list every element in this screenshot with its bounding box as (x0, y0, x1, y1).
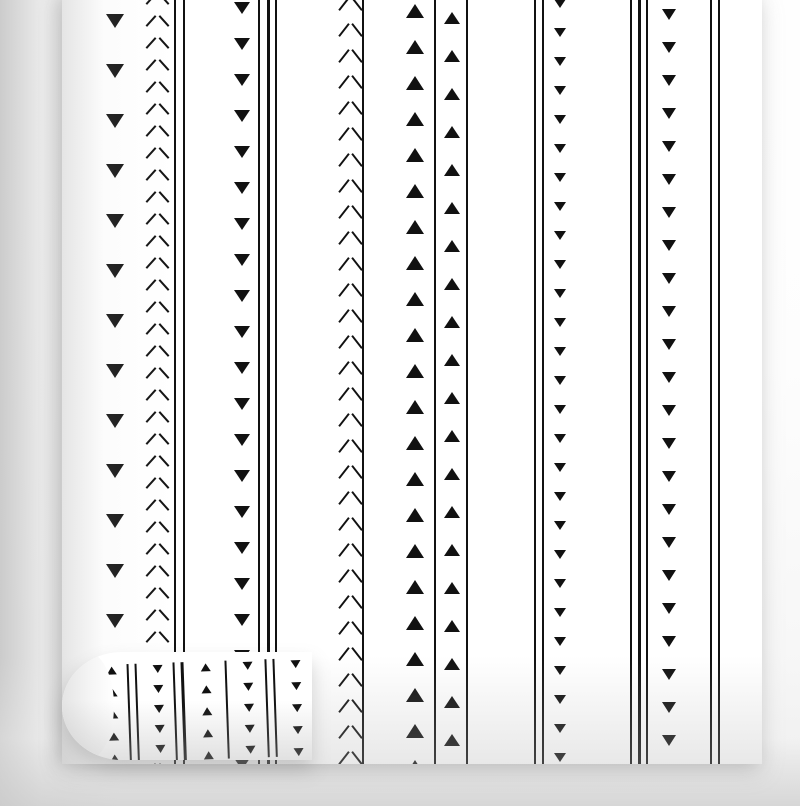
pattern-chevron (338, 204, 364, 218)
pattern-chevron (146, 168, 170, 181)
pattern-triangle (444, 582, 460, 594)
pattern-chevron (146, 36, 170, 49)
roll-triangle (153, 665, 163, 673)
pattern-triangle (106, 464, 124, 478)
pattern-triangle (444, 658, 460, 670)
pattern-triangle (234, 362, 250, 374)
pattern-triangle (406, 112, 424, 126)
roll-vertical-line (272, 659, 277, 757)
pattern-triangle (406, 436, 424, 450)
roll-triangle-column (201, 663, 214, 759)
pattern-triangle (662, 735, 676, 746)
pattern-triangle (406, 364, 424, 378)
roll-triangle (155, 725, 165, 733)
pattern-vertical-line (183, 0, 185, 764)
pattern-triangle (554, 115, 566, 124)
pattern-triangle (234, 290, 250, 302)
pattern-triangle (662, 75, 676, 86)
pattern-triangle (444, 468, 460, 480)
pattern-triangle (406, 148, 424, 162)
pattern-triangle (444, 316, 460, 328)
pattern-chevron (338, 360, 364, 374)
pattern-triangle (662, 240, 676, 251)
roll-triangle (204, 751, 214, 759)
pattern-triangle (444, 202, 460, 214)
roll-triangle (201, 685, 211, 693)
pattern-triangle (406, 544, 424, 558)
pattern-triangle (406, 4, 424, 18)
pattern-chevron (146, 80, 170, 93)
pattern-triangle (106, 14, 124, 28)
pattern-chevron (146, 344, 170, 357)
pattern-triangle (234, 326, 250, 338)
pattern-triangle (554, 260, 566, 269)
pattern-chevron (146, 388, 170, 401)
pattern-triangle (234, 254, 250, 266)
pattern-chevron (338, 542, 364, 556)
roll-triangle-column (153, 665, 166, 760)
pattern-vertical-line (718, 0, 720, 764)
wallpaper-sheet (62, 0, 762, 764)
pattern-chevron (338, 48, 364, 62)
roll-triangle (202, 707, 212, 715)
pattern-triangle (406, 220, 424, 234)
pattern-triangle (234, 110, 250, 122)
pattern-triangle (106, 564, 124, 578)
roll-triangle (243, 683, 253, 691)
pattern-triangle (554, 347, 566, 356)
pattern-triangle (444, 620, 460, 632)
roll-triangle-column (242, 662, 255, 758)
pattern-triangle (662, 141, 676, 152)
pattern-triangle (106, 414, 124, 428)
pattern-chevron (146, 58, 170, 71)
pattern-triangle (406, 184, 424, 198)
pattern-triangle (406, 472, 424, 486)
pattern-triangle (554, 492, 566, 501)
pattern-triangle (554, 434, 566, 443)
pattern-triangle (662, 570, 676, 581)
pattern-triangle (554, 666, 566, 675)
pattern-triangle (106, 314, 124, 328)
pattern-chevron (146, 542, 170, 555)
pattern-triangle (444, 164, 460, 176)
pattern-chevron (338, 230, 364, 244)
pattern-triangle (554, 28, 566, 37)
pattern-vertical-line (174, 0, 176, 764)
roll-vertical-line (127, 664, 132, 760)
pattern-triangle (662, 471, 676, 482)
wallpaper-pattern (62, 0, 762, 764)
pattern-triangle (444, 696, 460, 708)
pattern-triangle (554, 289, 566, 298)
pattern-triangle (662, 42, 676, 53)
pattern-chevron (146, 256, 170, 269)
pattern-triangle (554, 318, 566, 327)
pattern-chevron (338, 594, 364, 608)
pattern-triangle (406, 292, 424, 306)
pattern-chevron (146, 608, 170, 621)
roll-triangle (290, 660, 300, 668)
roll-triangle (201, 663, 211, 671)
pattern-triangle (662, 603, 676, 614)
pattern-vertical-line (638, 0, 641, 764)
pattern-triangle (406, 580, 424, 594)
pattern-triangle (554, 753, 566, 762)
pattern-chevron (146, 300, 170, 313)
pattern-chevron (338, 724, 364, 738)
roll-vertical-line (180, 662, 186, 760)
pattern-triangle (444, 240, 460, 252)
pattern-vertical-line (267, 0, 270, 764)
pattern-triangle (234, 38, 250, 50)
pattern-chevron (338, 178, 364, 192)
pattern-triangle (234, 506, 250, 518)
pattern-chevron (338, 438, 364, 452)
pattern-chevron (338, 490, 364, 504)
pattern-triangle (234, 218, 250, 230)
pattern-triangle-column (106, 0, 124, 764)
pattern-triangle (554, 57, 566, 66)
roll-triangle (245, 746, 255, 754)
pattern-chevron (338, 516, 364, 530)
pattern-triangle (106, 514, 124, 528)
pattern-triangle (444, 354, 460, 366)
roll-triangle (153, 685, 163, 693)
pattern-triangle (662, 537, 676, 548)
pattern-triangle (662, 9, 676, 20)
pattern-triangle (234, 434, 250, 446)
roll-triangle (242, 662, 252, 670)
pattern-triangle-column (662, 0, 676, 764)
roll-vertical-line (264, 659, 269, 757)
pattern-triangle (662, 372, 676, 383)
pattern-vertical-line (434, 0, 436, 764)
pattern-triangle (106, 114, 124, 128)
pattern-triangle (234, 614, 250, 626)
pattern-triangle (554, 405, 566, 414)
pattern-triangle (406, 760, 424, 764)
pattern-chevron (146, 190, 170, 203)
pattern-chevron (338, 308, 364, 322)
pattern-triangle (234, 470, 250, 482)
roll-triangle (294, 748, 304, 756)
pattern-triangle (234, 74, 250, 86)
pattern-triangle (662, 174, 676, 185)
pattern-chevron (146, 102, 170, 115)
pattern-vertical-line (275, 0, 277, 764)
pattern-triangle (662, 636, 676, 647)
pattern-chevron (338, 100, 364, 114)
roll-vertical-line (134, 664, 139, 760)
pattern-triangle (106, 214, 124, 228)
pattern-triangle (662, 702, 676, 713)
pattern-triangle (554, 202, 566, 211)
pattern-chevron (146, 454, 170, 467)
pattern-chevron (338, 152, 364, 166)
roll-triangle (291, 682, 301, 690)
roll-triangle (292, 704, 302, 712)
pattern-vertical-line (362, 0, 364, 764)
pattern-triangle (554, 724, 566, 733)
pattern-triangle (554, 86, 566, 95)
pattern-triangle (234, 182, 250, 194)
pattern-triangle (106, 614, 124, 628)
pattern-chevron (338, 22, 364, 36)
pattern-triangle (406, 652, 424, 666)
pattern-chevron (338, 386, 364, 400)
pattern-triangle (444, 392, 460, 404)
pattern-triangle (662, 504, 676, 515)
pattern-vertical-line (258, 0, 260, 764)
pattern-triangle (444, 278, 460, 290)
pattern-chevron (338, 0, 364, 10)
pattern-triangle (662, 669, 676, 680)
pattern-chevron (338, 698, 364, 712)
pattern-triangle (662, 108, 676, 119)
pattern-triangle (444, 734, 460, 746)
pattern-triangle (554, 144, 566, 153)
pattern-triangle (662, 306, 676, 317)
pattern-triangle (554, 550, 566, 559)
pattern-triangle (406, 400, 424, 414)
roll-vertical-line (172, 662, 177, 760)
pattern-triangle (554, 231, 566, 240)
pattern-chevron (146, 14, 170, 27)
pattern-triangle (554, 376, 566, 385)
pattern-triangle (406, 508, 424, 522)
pattern-chevron (146, 322, 170, 335)
pattern-vertical-line (534, 0, 536, 764)
pattern-chevron (146, 410, 170, 423)
pattern-vertical-line (630, 0, 632, 764)
pattern-chevron (146, 476, 170, 489)
pattern-triangle (406, 40, 424, 54)
pattern-triangle (406, 328, 424, 342)
pattern-triangle (662, 273, 676, 284)
pattern-triangle (662, 405, 676, 416)
pattern-vertical-line (710, 0, 712, 764)
pattern-triangle (234, 146, 250, 158)
pattern-chevron (146, 124, 170, 137)
pattern-triangle (444, 12, 460, 24)
pattern-chevron (338, 620, 364, 634)
pattern-chevron (146, 278, 170, 291)
pattern-chevron (146, 432, 170, 445)
pattern-chevron (338, 646, 364, 660)
wallpaper-roll-curl (62, 652, 312, 760)
pattern-chevron (146, 366, 170, 379)
pattern-triangle (406, 724, 424, 738)
pattern-triangle (444, 430, 460, 442)
pattern-triangle-column (444, 0, 460, 764)
pattern-triangle (234, 542, 250, 554)
pattern-chevron (338, 256, 364, 270)
pattern-vertical-line (542, 0, 544, 764)
pattern-chevron (146, 498, 170, 511)
pattern-triangle (662, 339, 676, 350)
pattern-chevron (146, 212, 170, 225)
roll-core (62, 652, 114, 760)
pattern-triangle (106, 64, 124, 78)
roll-triangle (203, 729, 213, 737)
roll-triangle (245, 725, 255, 733)
pattern-triangle (444, 544, 460, 556)
pattern-triangle (234, 578, 250, 590)
pattern-chevron (338, 282, 364, 296)
pattern-chevron (338, 126, 364, 140)
roll-triangle (155, 745, 165, 753)
pattern-chevron (146, 630, 170, 643)
pattern-triangle (406, 616, 424, 630)
pattern-triangle (554, 608, 566, 617)
pattern-triangle (554, 521, 566, 530)
pattern-chevron (146, 234, 170, 247)
roll-triangle-column (290, 660, 303, 756)
pattern-triangle (106, 364, 124, 378)
pattern-triangle (444, 506, 460, 518)
pattern-triangle (554, 695, 566, 704)
pattern-chevron (146, 762, 170, 764)
pattern-triangle (662, 207, 676, 218)
pattern-chevron (338, 74, 364, 88)
pattern-chevron (146, 520, 170, 533)
pattern-triangle (662, 438, 676, 449)
pattern-chevron (338, 412, 364, 426)
pattern-triangle (444, 88, 460, 100)
pattern-triangle (406, 76, 424, 90)
pattern-vertical-line (466, 0, 468, 764)
roll-triangle (244, 704, 254, 712)
pattern-chevron (338, 334, 364, 348)
pattern-vertical-line (646, 0, 648, 764)
pattern-triangle-column (554, 0, 566, 764)
pattern-triangle (406, 256, 424, 270)
roll-triangle (154, 705, 164, 713)
roll-vertical-line (224, 661, 229, 759)
roll-triangle (109, 732, 119, 740)
pattern-triangle (554, 579, 566, 588)
roll-triangle (293, 726, 303, 734)
pattern-triangle (554, 637, 566, 646)
pattern-triangle (406, 688, 424, 702)
pattern-chevron (338, 672, 364, 686)
pattern-chevron (338, 568, 364, 582)
pattern-chevron (146, 564, 170, 577)
pattern-triangle-column (234, 0, 250, 764)
pattern-triangle (554, 463, 566, 472)
pattern-chevron (146, 0, 170, 5)
pattern-chevron (146, 586, 170, 599)
pattern-chevron (338, 464, 364, 478)
pattern-triangle (234, 2, 250, 14)
pattern-triangle-column (406, 0, 424, 764)
pattern-triangle (444, 50, 460, 62)
pattern-chevron (338, 750, 364, 764)
pattern-triangle (106, 264, 124, 278)
pattern-triangle (106, 164, 124, 178)
pattern-chevron (146, 146, 170, 159)
roll-triangle (110, 754, 120, 760)
pattern-triangle (234, 398, 250, 410)
pattern-triangle (554, 173, 566, 182)
pattern-triangle (554, 0, 566, 8)
pattern-triangle (444, 126, 460, 138)
